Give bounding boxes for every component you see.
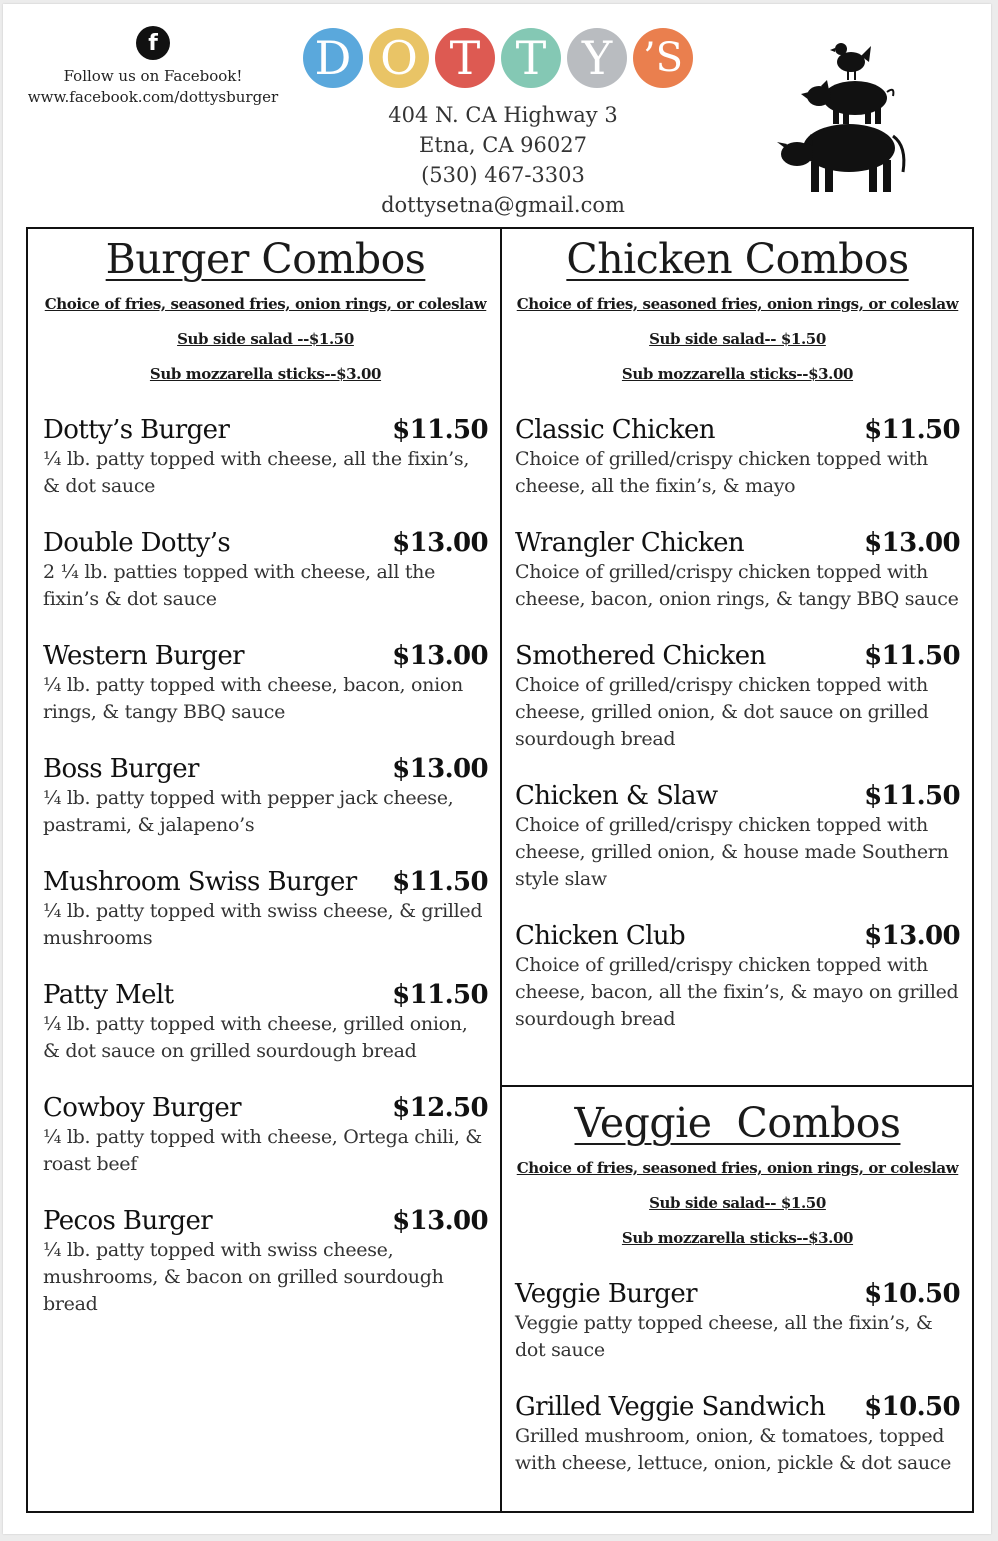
menu-item[interactable] (515, 1278, 960, 1364)
menu-item-header (43, 866, 488, 898)
menu-item-name: Dotty’s Burger (43, 415, 230, 445)
menu-item-description: ¼ lb. patty topped with swiss cheese, & grilled mushrooms (43, 900, 483, 949)
menu-item-name: Chicken Club (515, 921, 686, 951)
menu-item-name: Western Burger (43, 641, 244, 671)
veggie-sides-note: Choice of fries, seasoned fries, onion rings, or coleslaw (516, 1159, 959, 1177)
menu-item-header (515, 640, 960, 672)
burger-salad-note: Sub side salad --$1.50 (177, 330, 354, 348)
address-line-1: 404 N. CA Highway 3 (388, 103, 618, 127)
logo-letter-s: ’S (633, 28, 693, 88)
veggie-combos-panel (500, 1085, 974, 1513)
menu-item-price: $11.50 (392, 415, 488, 445)
veggie-mozz-note: Sub mozzarella sticks--$3.00 (621, 1229, 854, 1247)
menu-item-price: $13.00 (392, 641, 488, 671)
facebook-icon[interactable]: f (136, 26, 170, 60)
menu-item-name: Boss Burger (43, 754, 199, 784)
menu-item-price: $11.50 (864, 641, 960, 671)
burger-mozz-note: Sub mozzarella sticks--$3.00 (149, 365, 382, 383)
menu-item[interactable] (515, 414, 960, 500)
burger-combos-title: Burger Combos (105, 235, 426, 283)
menu-item[interactable] (515, 780, 960, 893)
burger-sides-note: Choice of fries, seasoned fries, onion rings, or coleslaw (44, 295, 487, 313)
menu-item-price: $11.50 (864, 781, 960, 811)
menu-item-description: Grilled mushroom, onion, & tomatoes, topped with cheese, lettuce, onion, pickle & dot sauce (515, 1425, 952, 1474)
chicken-combos-title: Chicken Combos (566, 235, 909, 283)
chicken-combos-panel (500, 227, 974, 1087)
menu-item-price: $10.50 (864, 1392, 960, 1422)
menu-item-price: $10.50 (864, 1279, 960, 1309)
menu-item-header (43, 527, 488, 559)
menu-item-name: Double Dotty’s (43, 528, 231, 558)
menu-item-header (43, 753, 488, 785)
burger-combos-panel (26, 227, 502, 1513)
menu-item[interactable] (43, 1205, 488, 1318)
menu-item-name: Grilled Veggie Sandwich (515, 1392, 826, 1422)
menu-item[interactable] (43, 640, 488, 726)
menu-item[interactable] (515, 640, 960, 753)
chicken-salad-note: Sub side salad-- $1.50 (649, 330, 826, 348)
menu-item[interactable] (43, 753, 488, 839)
address-line-2: Etna, CA 96027 (419, 133, 587, 157)
menu-item-price: $13.00 (864, 528, 960, 558)
menu-item-header (515, 527, 960, 559)
menu-item-price: $12.50 (392, 1093, 488, 1123)
chicken-sides-note: Choice of fries, seasoned fries, onion rings, or coleslaw (516, 295, 959, 313)
menu-page (3, 4, 991, 1534)
menu-item-header (43, 1205, 488, 1237)
logo-letter-t2: T (501, 28, 561, 88)
veggie-salad-note: Sub side salad-- $1.50 (649, 1194, 826, 1212)
menu-item-price: $13.00 (392, 754, 488, 784)
menu-item-description: ¼ lb. patty topped with cheese, Ortega chili, & roast beef (43, 1126, 482, 1175)
menu-item-description: Choice of grilled/crispy chicken topped with cheese, bacon, onion rings, & tangy BBQ sauce (515, 561, 959, 610)
menu-item-name: Mushroom Swiss Burger (43, 867, 357, 897)
menu-item-price: $13.00 (392, 528, 488, 558)
contact-info (343, 100, 663, 220)
menu-item-header (515, 1391, 960, 1423)
menu-item-name: Cowboy Burger (43, 1093, 241, 1123)
menu-item-header (43, 414, 488, 446)
menu-item[interactable] (515, 920, 960, 1033)
menu-item-description: ¼ lb. patty topped with swiss cheese, mushrooms, & bacon on grilled sourdough bread (43, 1239, 444, 1315)
facebook-url[interactable]: www.facebook.com/dottysburger (27, 88, 279, 106)
menu-item-header (515, 1278, 960, 1310)
logo-letter-d: D (303, 28, 363, 88)
menu-item-header (515, 920, 960, 952)
menu-item-name: Smothered Chicken (515, 641, 766, 671)
menu-item-name: Chicken & Slaw (515, 781, 718, 811)
menu-item-price: $11.50 (864, 415, 960, 445)
chicken-mozz-note: Sub mozzarella sticks--$3.00 (621, 365, 854, 383)
menu-item-name: Wrangler Chicken (515, 528, 745, 558)
menu-item-name: Veggie Burger (515, 1279, 697, 1309)
menu-item-price: $13.00 (392, 1206, 488, 1236)
menu-item-price: $11.50 (392, 980, 488, 1010)
menu-item-header (43, 1092, 488, 1124)
menu-item[interactable] (43, 979, 488, 1065)
menu-item-name: Classic Chicken (515, 415, 715, 445)
menu-item-header (515, 414, 960, 446)
menu-item[interactable] (515, 1391, 960, 1477)
menu-item-description: Choice of grilled/crispy chicken topped with cheese, all the fixin’s, & mayo (515, 448, 928, 497)
menu-item[interactable] (43, 414, 488, 500)
menu-item-price: $13.00 (864, 921, 960, 951)
menu-item-description: ¼ lb. patty topped with pepper jack cheese, pastrami, & jalapeno’s (43, 787, 454, 836)
menu-item-description: ¼ lb. patty topped with cheese, grilled onion, & dot sauce on grilled sourdough bread (43, 1013, 468, 1062)
menu-item-header (43, 640, 488, 672)
menu-item-description: Choice of grilled/crispy chicken topped with cheese, grilled onion, & dot sauce on grilled sourdough bread (515, 674, 929, 750)
menu-item-name: Patty Melt (43, 980, 174, 1010)
farm-animals-stack-icon (775, 36, 911, 196)
menu-item-name: Pecos Burger (43, 1206, 213, 1236)
menu-item-description: ¼ lb. patty topped with cheese, bacon, onion rings, & tangy BBQ sauce (43, 674, 463, 723)
facebook-block (3, 26, 303, 108)
menu-item-description: Veggie patty topped cheese, all the fixin’s, & dot sauce (515, 1312, 933, 1361)
menu-item[interactable] (43, 866, 488, 952)
logo-letter-y: Y (567, 28, 627, 88)
phone-number[interactable]: (530) 467-3303 (421, 163, 585, 187)
logo-letter-o: O (369, 28, 429, 88)
menu-item-description: Choice of grilled/crispy chicken topped with cheese, bacon, all the fixin’s, & mayo on grilled sourdough bread (515, 954, 959, 1030)
menu-item-description: 2 ¼ lb. patties topped with cheese, all the fixin’s & dot sauce (43, 561, 436, 610)
menu-item[interactable] (43, 527, 488, 613)
email-address[interactable]: dottysetna@gmail.com (381, 193, 625, 217)
menu-item-price: $11.50 (392, 867, 488, 897)
menu-item[interactable] (43, 1092, 488, 1178)
veggie-combos-title: Veggie Combos (574, 1099, 901, 1147)
menu-item-description: Choice of grilled/crispy chicken topped with cheese, grilled onion, & house made Southern style slaw (515, 814, 949, 890)
menu-item-description: ¼ lb. patty topped with cheese, all the fixin’s, & dot sauce (43, 448, 470, 497)
menu-item-header (515, 780, 960, 812)
menu-item[interactable] (515, 527, 960, 613)
facebook-follow-text: Follow us on Facebook! (63, 67, 243, 85)
logo-letter-t1: T (435, 28, 495, 88)
menu-item-header (43, 979, 488, 1011)
